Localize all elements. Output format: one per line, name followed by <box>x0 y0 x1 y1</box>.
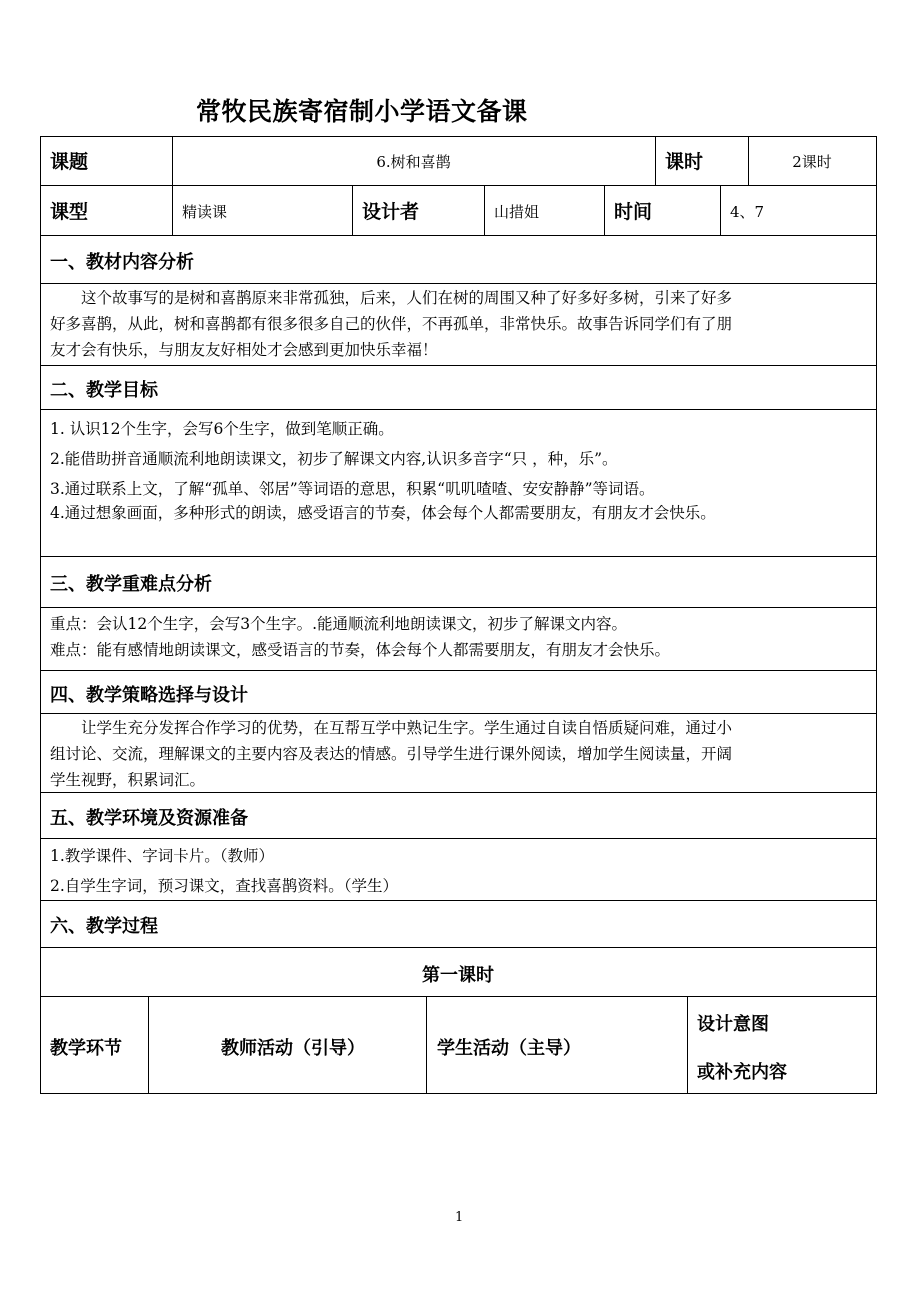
document-title: 常牧民族寄宿制小学语文备课 <box>196 97 528 126</box>
column-design-line2: 或补充内容 <box>697 1062 787 1083</box>
text-line: 重点：会认12个生字，会写3个生字。.能通顺流利地朗读课文，初步了解课文内容。 <box>50 615 628 633</box>
section-heading-materials: 一、教材内容分析 <box>50 252 194 273</box>
text-line: 1.教学课件、字词卡片。（教师） <box>50 847 275 865</box>
text-line: 友才会有快乐，与朋友友好相处才会感到更加快乐幸福！ <box>50 341 438 359</box>
section-body-materials <box>50 285 872 363</box>
text-line: 这个故事写的是树和喜鹊原来非常孤独，后来，人们在树的周围又种了好多好多树，引来了好多 <box>81 289 733 307</box>
text-line: 组讨论、交流，理解课文的主要内容及表达的情感。引导学生进行课外阅读，增加学生阅读量，开阔 <box>50 745 733 763</box>
time-value: 4、7 <box>730 203 765 221</box>
type-label: 课型 <box>50 201 89 223</box>
section-heading-objectives: 二、教学目标 <box>50 380 158 401</box>
text-line: 学生视野，积累词汇。 <box>50 771 206 789</box>
topic-label: 课题 <box>50 151 89 173</box>
column-step: 教学环节 <box>50 1038 122 1059</box>
section-body-resources <box>50 843 872 899</box>
text-line: 2.能借助拼音通顺流利地朗读课文，初步了解课文内容,认识多音字“只 ，种，乐”。 <box>50 450 618 468</box>
period-title: 第一课时 <box>422 965 494 986</box>
text-line: 2.自学生字词，预习课文，查找喜鹊资料。（学生） <box>50 877 399 895</box>
section-heading-key-points: 三、教学重难点分析 <box>50 574 212 595</box>
section-body-strategy <box>50 715 872 793</box>
text-line: 好多喜鹊，从此，树和喜鹊都有很多很多自己的伙伴，不再孤单，非常快乐。故事告诉同学们有了朋 <box>50 315 733 333</box>
hours-label: 课时 <box>665 151 704 173</box>
page-number: 1 <box>455 1210 464 1225</box>
column-design-line1: 设计意图 <box>697 1014 769 1035</box>
time-label: 时间 <box>614 201 653 223</box>
column-teacher: 教师活动（引导） <box>221 1038 365 1059</box>
topic-value: 6.树和喜鹊 <box>376 153 451 171</box>
designer-label: 设计者 <box>362 201 420 223</box>
column-student: 学生活动（主导） <box>437 1038 581 1059</box>
hours-value: 2课时 <box>792 153 832 171</box>
type-value: 精读课 <box>182 203 228 221</box>
designer-value: 山措姐 <box>494 203 540 221</box>
section-body-objectives <box>50 416 872 526</box>
section-body-key-points <box>50 611 872 663</box>
section-heading-process: 六、教学过程 <box>50 916 158 937</box>
text-line: 1. 认识12个生字，会写6个生字，做到笔顺正确。 <box>50 420 394 438</box>
text-line: 难点：能有感情地朗读课文，感受语言的节奏，体会每个人都需要朋友，有朋友才会快乐。 <box>50 641 671 659</box>
text-line: 让学生充分发挥合作学习的优势，在互帮互学中熟记生字。学生通过自读自悟质疑问难，通过小 <box>81 719 733 737</box>
section-heading-resources: 五、教学环境及资源准备 <box>50 808 248 829</box>
text-line: 3.通过联系上文，了解“孤单、邻居”等词语的意思，积累“叽叽喳喳、安安静静”等词语。 <box>50 480 655 498</box>
section-heading-strategy: 四、教学策略选择与设计 <box>50 685 248 706</box>
text-line: 4.通过想象画面，多种形式的朗读，感受语言的节奏，体会每个人都需要朋友，有朋友才会快乐。 <box>50 504 716 522</box>
